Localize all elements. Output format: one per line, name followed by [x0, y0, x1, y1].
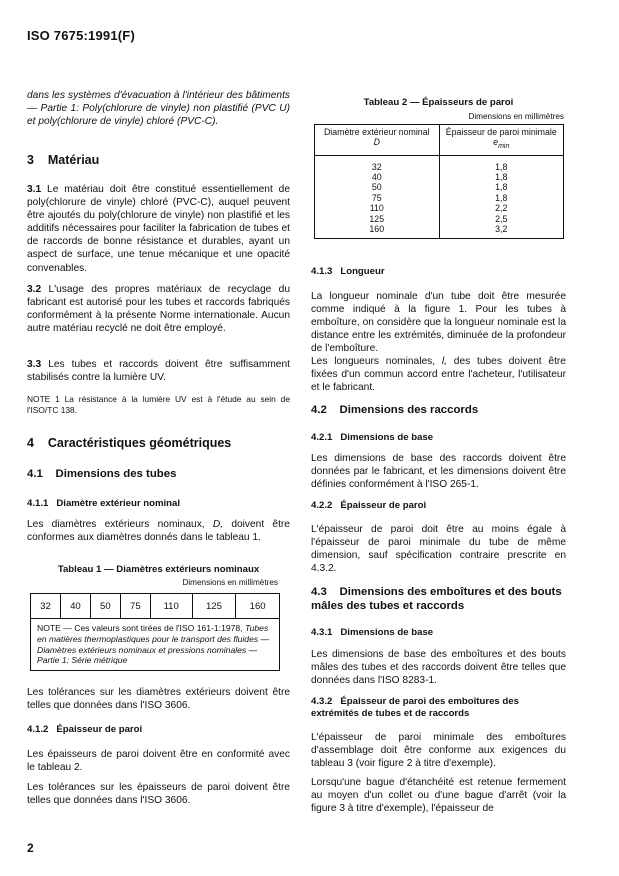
diameter-column — [315, 155, 440, 239]
table-cell: 32 — [31, 594, 61, 619]
section-number: 4.1.2 — [27, 724, 49, 735]
paragraph-4-2-2: L'épaisseur de paroi doit être au moins égale à l'épaisseur de paroi minimale du tube de même dimension, sauf spécification contraire prescrite en 4.3.2. — [311, 524, 566, 575]
header-symbol — [444, 137, 560, 152]
paragraph-4-3-1: Les dimensions de base des emboîtures et des bouts mâles des tubes et des raccords doivent être telles que données dans l'ISO 8283-1. — [311, 649, 566, 687]
paragraph-4-1-1 — [27, 518, 290, 544]
section-title: Dimensions de base — [340, 432, 434, 443]
table-2 — [314, 124, 564, 239]
table-cell: 50 — [90, 594, 120, 619]
paragraph-text: Le matériau doit être constitué essentiellement de poly(chlorure de vinyle) chloré (PVC-C), auquel peuvent être ajoutés du poly(chlorure de vinyle) non plastifié et les additifs nécessaires pour faciliter la fabrication de tubes et de raccords de bonne résistance et durables, ayant un aspect de surface, une tenue mécanique et une opacité convenables. — [27, 184, 290, 274]
paragraph-4-1-2-b: Les tolérances sur les épaisseurs de paroi doivent être telles que données dans l'ISO 3606. — [27, 782, 290, 807]
paragraph-text: Les tubes et raccords doivent être suffisamment stabilisés contre la lumière UV. — [27, 359, 290, 384]
section-title: Dimensions des emboîtures et des bouts mâles des tubes et raccords — [311, 586, 562, 612]
section-title: Longueur — [340, 266, 385, 277]
note-reference-title: Tubes en matières thermoplastiques pour le transport des fluides — Diamètres extérieurs nominaux et pressions nominales — Partie 1: Série métrique — [37, 623, 270, 666]
table-cell: 125 — [369, 213, 385, 224]
section-title: Dimensions des raccords — [339, 404, 479, 416]
section-4-1-2-heading — [27, 724, 290, 735]
symbol-e: e — [493, 137, 499, 148]
paragraph-text: Les longueurs nominales, — [311, 356, 436, 367]
section-4-2-heading — [311, 404, 566, 416]
section-number: 4.2.1 — [311, 432, 333, 443]
section-number: 4.3 — [311, 586, 327, 598]
section-number: 4.3.1 — [311, 627, 333, 638]
section-4-1-heading — [27, 468, 290, 480]
section-4-3-1-heading — [311, 627, 566, 638]
note-text: NOTE — Ces valeurs sont tirées de l'ISO 161-1:1978, — [37, 623, 243, 633]
paragraph-text: des tubes doivent être fixées d'un commun accord entre l'acheteur, l'utilisateur et le fabricant. — [311, 356, 566, 394]
table-cell: 2,2 — [495, 203, 508, 214]
section-number: 4.2 — [311, 404, 327, 416]
section-title: Épaisseur de paroi — [340, 500, 427, 511]
table-cell: 75 — [371, 192, 382, 203]
paragraph-4-2-1: Les dimensions de base des raccords doivent être données par le fabricant, et les dimensions doivent être définies conformément à l'ISO 265-1. — [311, 453, 566, 491]
section-title: Dimensions des tubes — [55, 468, 177, 480]
paragraph-4-1-2-a: Les épaisseurs de paroi doivent être en conformité avec le tableau 2. — [27, 749, 290, 774]
section-4-3-2-heading — [311, 696, 566, 720]
section-number: 4.1.3 — [311, 266, 333, 277]
table-cell: 32 — [371, 161, 382, 172]
table-cell: 1,8 — [495, 161, 508, 172]
paragraph-3-2 — [27, 283, 290, 335]
table-cell: 3,2 — [495, 224, 508, 234]
thickness-column — [439, 155, 564, 239]
paragraph-4-3-2-a: L'épaisseur de paroi minimale des emboîtures d'assemblage doit être conforme aux exigences du tableau 3 (voir figure 2 à titre d'exemple). — [311, 732, 566, 770]
table-1-unit: Dimensions en millimètres — [182, 578, 278, 587]
table-2-caption: Tableau 2 — Épaisseurs de paroi — [363, 97, 514, 108]
section-title: Matériau — [47, 153, 100, 167]
section-number: 4.1.1 — [27, 498, 49, 509]
header-label: Épaisseur de paroi minimale — [445, 127, 557, 137]
table-1-caption: Tableau 1 — Diamètres extérieurs nominaux — [57, 564, 260, 575]
table-cell: 1,8 — [495, 171, 508, 182]
table-cell: 1,8 — [495, 182, 508, 193]
section-4-heading — [27, 436, 290, 450]
table-1-note — [31, 619, 280, 671]
symbol-l: l, — [441, 356, 447, 367]
table-cell: 110 — [369, 203, 384, 214]
table-header-thickness — [439, 125, 564, 156]
table-note-row — [31, 619, 280, 671]
paragraph-3-3 — [27, 358, 290, 384]
section-number: 3 — [27, 153, 34, 167]
paragraph-text: Les diamètres extérieurs nominaux, — [27, 519, 205, 530]
table-cell: 1,8 — [495, 192, 508, 203]
section-title: Diamètre extérieur nominal — [56, 498, 181, 509]
header-label: Diamètre extérieur nominal — [323, 127, 430, 137]
paragraph-3-1 — [27, 183, 290, 275]
paragraph-4-1-3-b — [311, 355, 566, 394]
table-cell: 40 — [60, 594, 90, 619]
table-cell: 75 — [120, 594, 150, 619]
paragraph-text: doivent être conformes aux diamètres donnés dans le tableau 1. — [27, 519, 290, 544]
symbol-subscript: min — [498, 143, 510, 151]
section-4-2-2-heading — [311, 500, 566, 511]
intro-paragraph: dans les systèmes d'évacuation à l'intérieur des bâtiments — Partie 1: Poly(chlorure de vinyle) non plastifié (PVC U) et poly(chlorure de vinyle) chloré (PVC-C). — [27, 90, 290, 128]
section-4-1-1-heading — [27, 498, 290, 509]
section-number: 4.3.2 — [311, 696, 333, 707]
paragraph-number: 3.1 — [27, 184, 42, 195]
table-1 — [30, 593, 280, 671]
page-number: 2 — [27, 841, 34, 855]
document-id: ISO 7675:1991(F) — [27, 28, 135, 43]
section-4-1-3-heading — [311, 266, 566, 277]
section-title: Épaisseur de paroi des emboîtures des extrémités de tubes et de raccords — [311, 696, 519, 719]
table-cell: 160 — [369, 224, 385, 234]
section-number: 4.1 — [27, 468, 43, 480]
paragraph-4-3-2-b: Lorsqu'une bague d'étanchéité est retenue fermement au moyen d'un collet ou d'une bague d'arrêt (voir la figure 3 à titre d'exemple), l'épaisseur de — [311, 777, 566, 815]
table-cell: 40 — [371, 171, 382, 182]
table-header-row — [315, 125, 564, 156]
section-4-3-heading — [311, 585, 566, 613]
paragraph-tolerances-diameter: Les tolérances sur les diamètres extérieurs doivent être telles que données dans l'ISO 3606. — [27, 687, 290, 712]
note-1: NOTE 1 La résistance à la lumière UV est à l'étude au sein de l'ISO/TC 138. — [27, 394, 290, 415]
table-cell: 160 — [236, 594, 280, 619]
section-title: Caractéristiques géométriques — [47, 436, 232, 450]
table-header-diameter — [315, 125, 440, 156]
section-4-2-1-heading — [311, 432, 566, 443]
section-title: Épaisseur de paroi — [56, 724, 143, 735]
section-number: 4 — [27, 436, 34, 450]
section-3-heading — [27, 153, 290, 167]
paragraph-number: 3.2 — [27, 284, 42, 295]
table-cell: 2,5 — [495, 213, 508, 224]
section-title: Dimensions de base — [340, 627, 434, 638]
table-row — [315, 155, 564, 239]
table-2-unit: Dimensions en millimètres — [468, 112, 564, 121]
table-cell: 110 — [150, 594, 192, 619]
paragraph-number: 3.3 — [27, 359, 42, 370]
section-number: 4.2.2 — [311, 500, 333, 511]
table-row — [31, 594, 280, 619]
table-cell: 50 — [371, 182, 382, 193]
symbol-d: D, — [212, 519, 224, 530]
paragraph-text: L'usage des propres matériaux de recyclage du fabricant est autorisé pour les tubes et raccords fabriqués conformément à la présente Norme internationale. Aucun autre matériau recyclé ne doit être employé. — [27, 284, 290, 335]
header-symbol: D — [373, 137, 380, 148]
table-cell: 125 — [192, 594, 236, 619]
paragraph-4-1-3-a: La longueur nominale d'un tube doit être mesurée comme indiqué à la figure 1. Pour les tubes à emboîture, on considère que la longueur nominale est la distance entre les extrémités, diminuée de la profondeur de l'emboîture. — [311, 291, 566, 355]
